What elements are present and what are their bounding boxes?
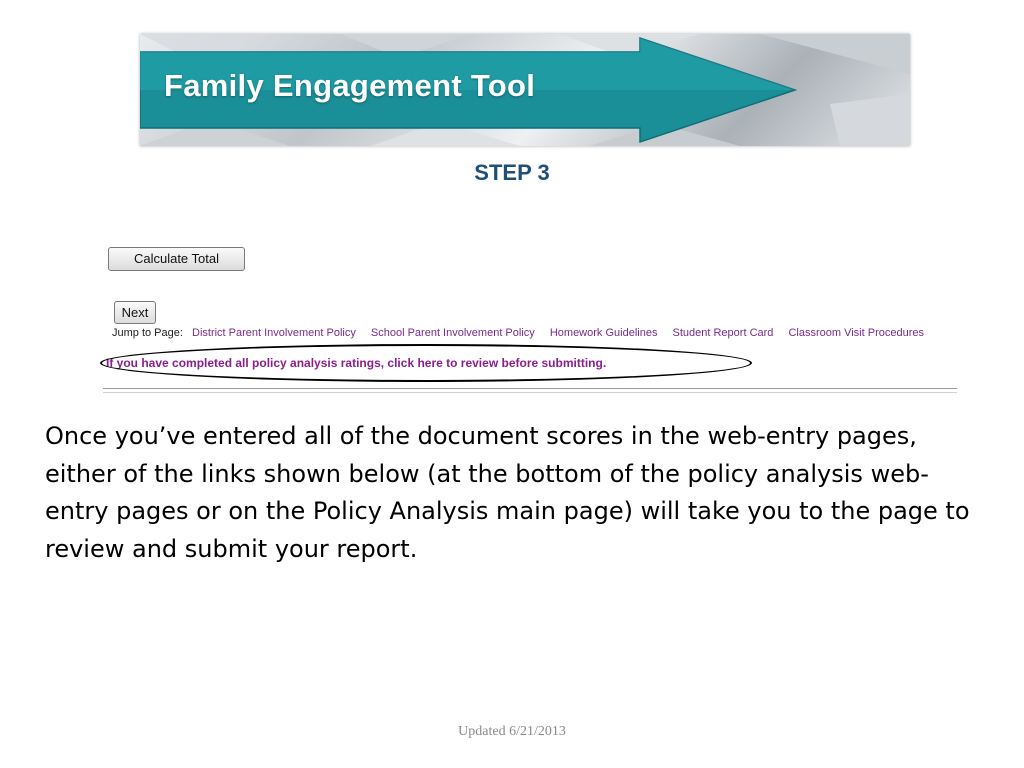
banner <box>140 34 910 146</box>
jump-link-classroom-visit[interactable]: Classroom Visit Procedures <box>788 327 924 339</box>
divider <box>103 388 957 393</box>
jump-link-school-policy[interactable]: School Parent Involvement Policy <box>370 327 535 339</box>
jump-link-district-policy[interactable]: District Parent Involvement Policy <box>192 327 356 339</box>
jump-to-page-nav <box>112 327 936 339</box>
updated-footer: Updated 6/21/2013 <box>458 724 566 739</box>
instruction-text: Once you’ve entered all of the document scores in the web-entry pages, either of the links shown below (at the bottom of the policy analysis web-entry pages or on the Policy Analysis main page) will take you to the page to review and submit your report. <box>45 422 970 563</box>
next-button[interactable]: Next <box>114 301 156 324</box>
calculate-total-button[interactable]: Calculate Total <box>108 247 245 271</box>
web-entry-screenshot <box>100 240 960 400</box>
highlight-oval <box>100 344 752 382</box>
banner-title: Family Engagement Tool <box>164 68 536 103</box>
step-title: STEP 3 <box>474 160 550 185</box>
jump-label: Jump to Page: <box>112 327 183 339</box>
review-before-submit-link[interactable]: If you have completed all policy analysis ratings, click here to review before submitting. <box>106 356 607 370</box>
jump-link-homework-guidelines[interactable]: Homework Guidelines <box>549 327 658 339</box>
jump-link-student-report-card[interactable]: Student Report Card <box>672 327 774 339</box>
